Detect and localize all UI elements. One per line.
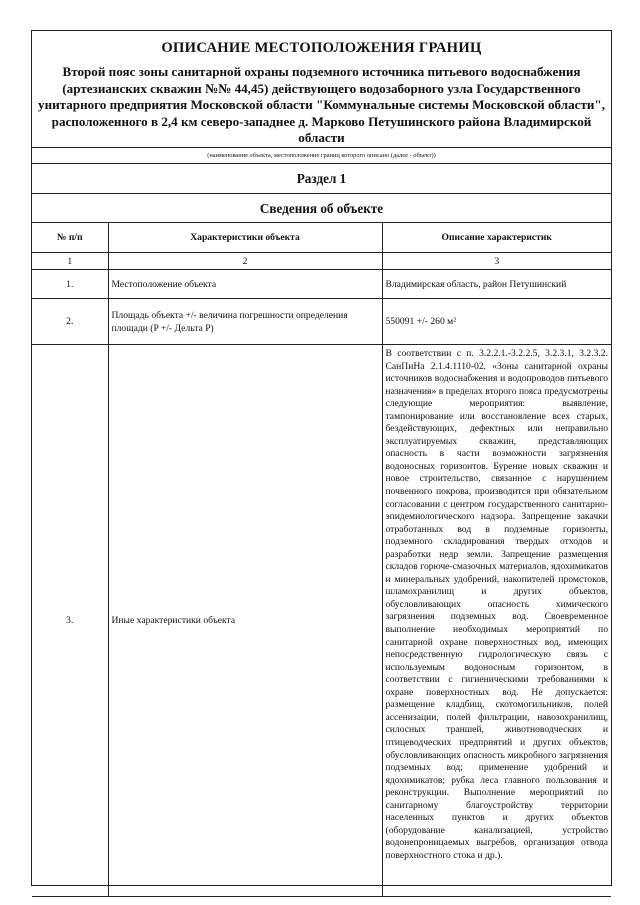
object-info-heading: Сведения об объекте (32, 194, 611, 223)
document-sheet (31, 30, 612, 886)
row-characteristic: Площадь объекта +/- величина погрешности определения площади (P +/- Дельта P) (108, 299, 382, 345)
row-description: Владимирская область, район Петушинский (382, 270, 611, 299)
row-characteristic: Иные характеристики объекта (108, 345, 382, 897)
table-row (32, 270, 611, 299)
page-title: ОПИСАНИЕ МЕСТОПОЛОЖЕНИЯ ГРАНИЦ (161, 40, 482, 56)
characteristics-table (32, 223, 611, 897)
title-block (32, 31, 611, 148)
row-num: 3. (32, 345, 108, 897)
object-name: Второй пояс зоны санитарной охраны подземного источника питьевого водоснабжения (артезианских скважин №№ 44,45) действующего водозаборного узла Государственного унитарного предприятия Московской области "Коммунальные системы Московской области", расположенного в 2,4 км северо-западнее д. Марково Петушинского района Владимирской области (38, 64, 605, 146)
header-description: Описание характеристик (382, 223, 611, 253)
header-characteristic: Характеристики объекта (108, 223, 382, 253)
index-3: 3 (382, 253, 611, 270)
object-caption: (наименование объекта, местоположение границ которого описано (далее - объект)) (32, 148, 611, 164)
section-heading: Раздел 1 (32, 164, 611, 194)
row-description: 550091 +/- 260 м² (382, 299, 611, 345)
index-2: 2 (108, 253, 382, 270)
table-row (32, 345, 611, 897)
table-row (32, 299, 611, 345)
row-characteristic: Местоположение объекта (108, 270, 382, 299)
table-index-row (32, 253, 611, 270)
header-num: № п/п (32, 223, 108, 253)
row-num: 1. (32, 270, 108, 299)
row-description: В соответствии с п. 3.2.2.1.-3.2.2.5, 3.2.3.1, 3.2.3.2. СанПиНа 2.1.4.1110-02. «Зоны санитарной охраны источников водоснабжения и водопроводов питьевого назначения» в пределах второго пояса предусмотрены следующие мероприятия: выявление, тампонирование или восстановление всех старых, бездействующих, дефектных или неправильно эксплуатируемых скважин, представляющих опасность в части возможности загрязнения водоносных горизонтов. Бурение новых скважин и новое строительство, связанное с нарушением почвенного покрова, производится при обязательном согласовании с центром государственного санитарно-эпидемиологического надзора. Запрещение закачки отработанных вод в подземные горизонты, подземного складирования твердых отходов и разработки недр земли. Запрещение размещения складов горюче-смазочных материалов, ядохимикатов и минеральных удобрений, накопителей промстоков, шламохранилищ и других объектов, обусловливающих опасность химического загрязнения подземных вод. Своевременное выполнение необходимых мероприятий по санитарной охране поверхностных вод, имеющих непосредственную гидрологическую связь с используемым водоносным горизонтом, в соответствии с гигиеническими требованиями к охране поверхностных вод. Не допускается: размещение кладбищ, скотомогильников, полей ассенизации, полей фильтрации, навозохранилищ, силосных траншей, животноводческих и птицеводческих предприятий и других объектов, обусловливающих опасность микробного загрязнения подземных вод; применение удобрений и ядохимикатов; рубка леса главного пользования и реконструкции. Выполнение мероприятий по санитарному благоустройству территории населенных пунктов и других объектов (оборудование канализацией, устройство водонепроницаемых выгребов, организация отвода поверхностного стока и др.). (382, 345, 611, 897)
index-1: 1 (32, 253, 108, 270)
row-num: 2. (32, 299, 108, 345)
table-header-row (32, 223, 611, 253)
